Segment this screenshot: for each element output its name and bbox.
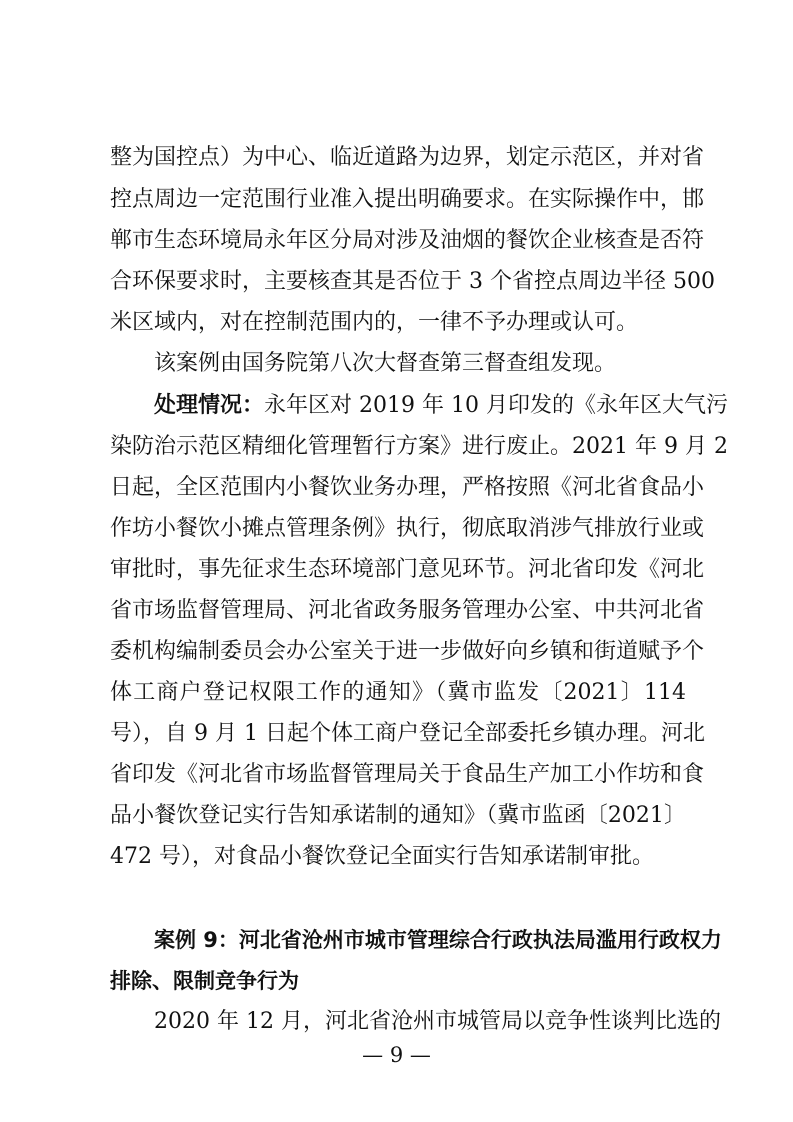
body-text-line: 控点周边一定范围行业准入提出明确要求。在实际操作中，邯 [110,187,705,212]
case-heading-text: 排除、限制竞争行为 [110,969,299,993]
handling-first-text: 永年区对 2019 年 10 月印发的《永年区大气污 [264,393,728,418]
body-text-line: 委机构编制委员会办公室关于进一步做好向乡镇和街道赋予个 [110,639,705,664]
body-text-line: 472 号），对食品小餐饮登记全面实行告知承诺制审批。 [110,844,654,869]
body-text-line: 米区域内，对在控制范围内的，一律不予办理或认可。 [110,310,639,335]
body-text-line: 品小餐饮登记实行告知承诺制的通知》（冀市监函〔2021〕 [110,803,686,828]
body-text-line: 2020 年 12 月，河北省沧州市城管局以竞争性谈判比选的 [154,1009,721,1034]
handling-label: 处理情况： [154,393,265,418]
body-text-line: 审批时，事先征求生态环境部门意见环节。河北省印发《河北 [110,557,705,582]
body-text-line: 省印发《河北省市场监督管理局关于食品生产加工小作坊和食 [110,762,705,787]
body-text-line: 染防治示范区精细化管理暂行方案》进行废止。2021 年 9 月 2 [110,434,728,459]
body-text-line: 作坊小餐饮小摊点管理条例》执行，彻底取消涉气排放行业或 [110,516,705,541]
body-text-line: 体工商户登记权限工作的通知》（冀市监发〔2021〕114 [110,680,686,705]
body-text-line: 日起，全区范围内小餐饮业务办理，严格按照《河北省食品小 [110,475,705,500]
body-text-line: 合环保要求时，主要核查其是否位于 3 个省控点周边半径 500 [110,269,715,294]
case-heading-line [110,961,686,1001]
body-text-line: 该案例由国务院第八次大督查第三督查组发现。 [154,351,617,376]
body-text-line: 省市场监督管理局、河北省政务服务管理办公室、中共河北省 [110,598,705,623]
case-heading-line [154,920,722,960]
handling-first-line [154,386,728,426]
body-text-line: 郸市生态环境局永年区分局对涉及油烟的餐饮企业核查是否符 [110,228,705,253]
case-heading-text: 案例 9：河北省沧州市城市管理综合行政执法局滥用行政权力 [154,928,722,952]
page-number: — 9 — [362,1043,431,1067]
body-text-line: 整为国控点）为中心、临近道路为边界，划定示范区，并对省 [110,145,705,170]
body-text-line: 号），自 9 月 1 日起个体工商户登记全部委托乡镇办理。河北 [110,721,705,746]
